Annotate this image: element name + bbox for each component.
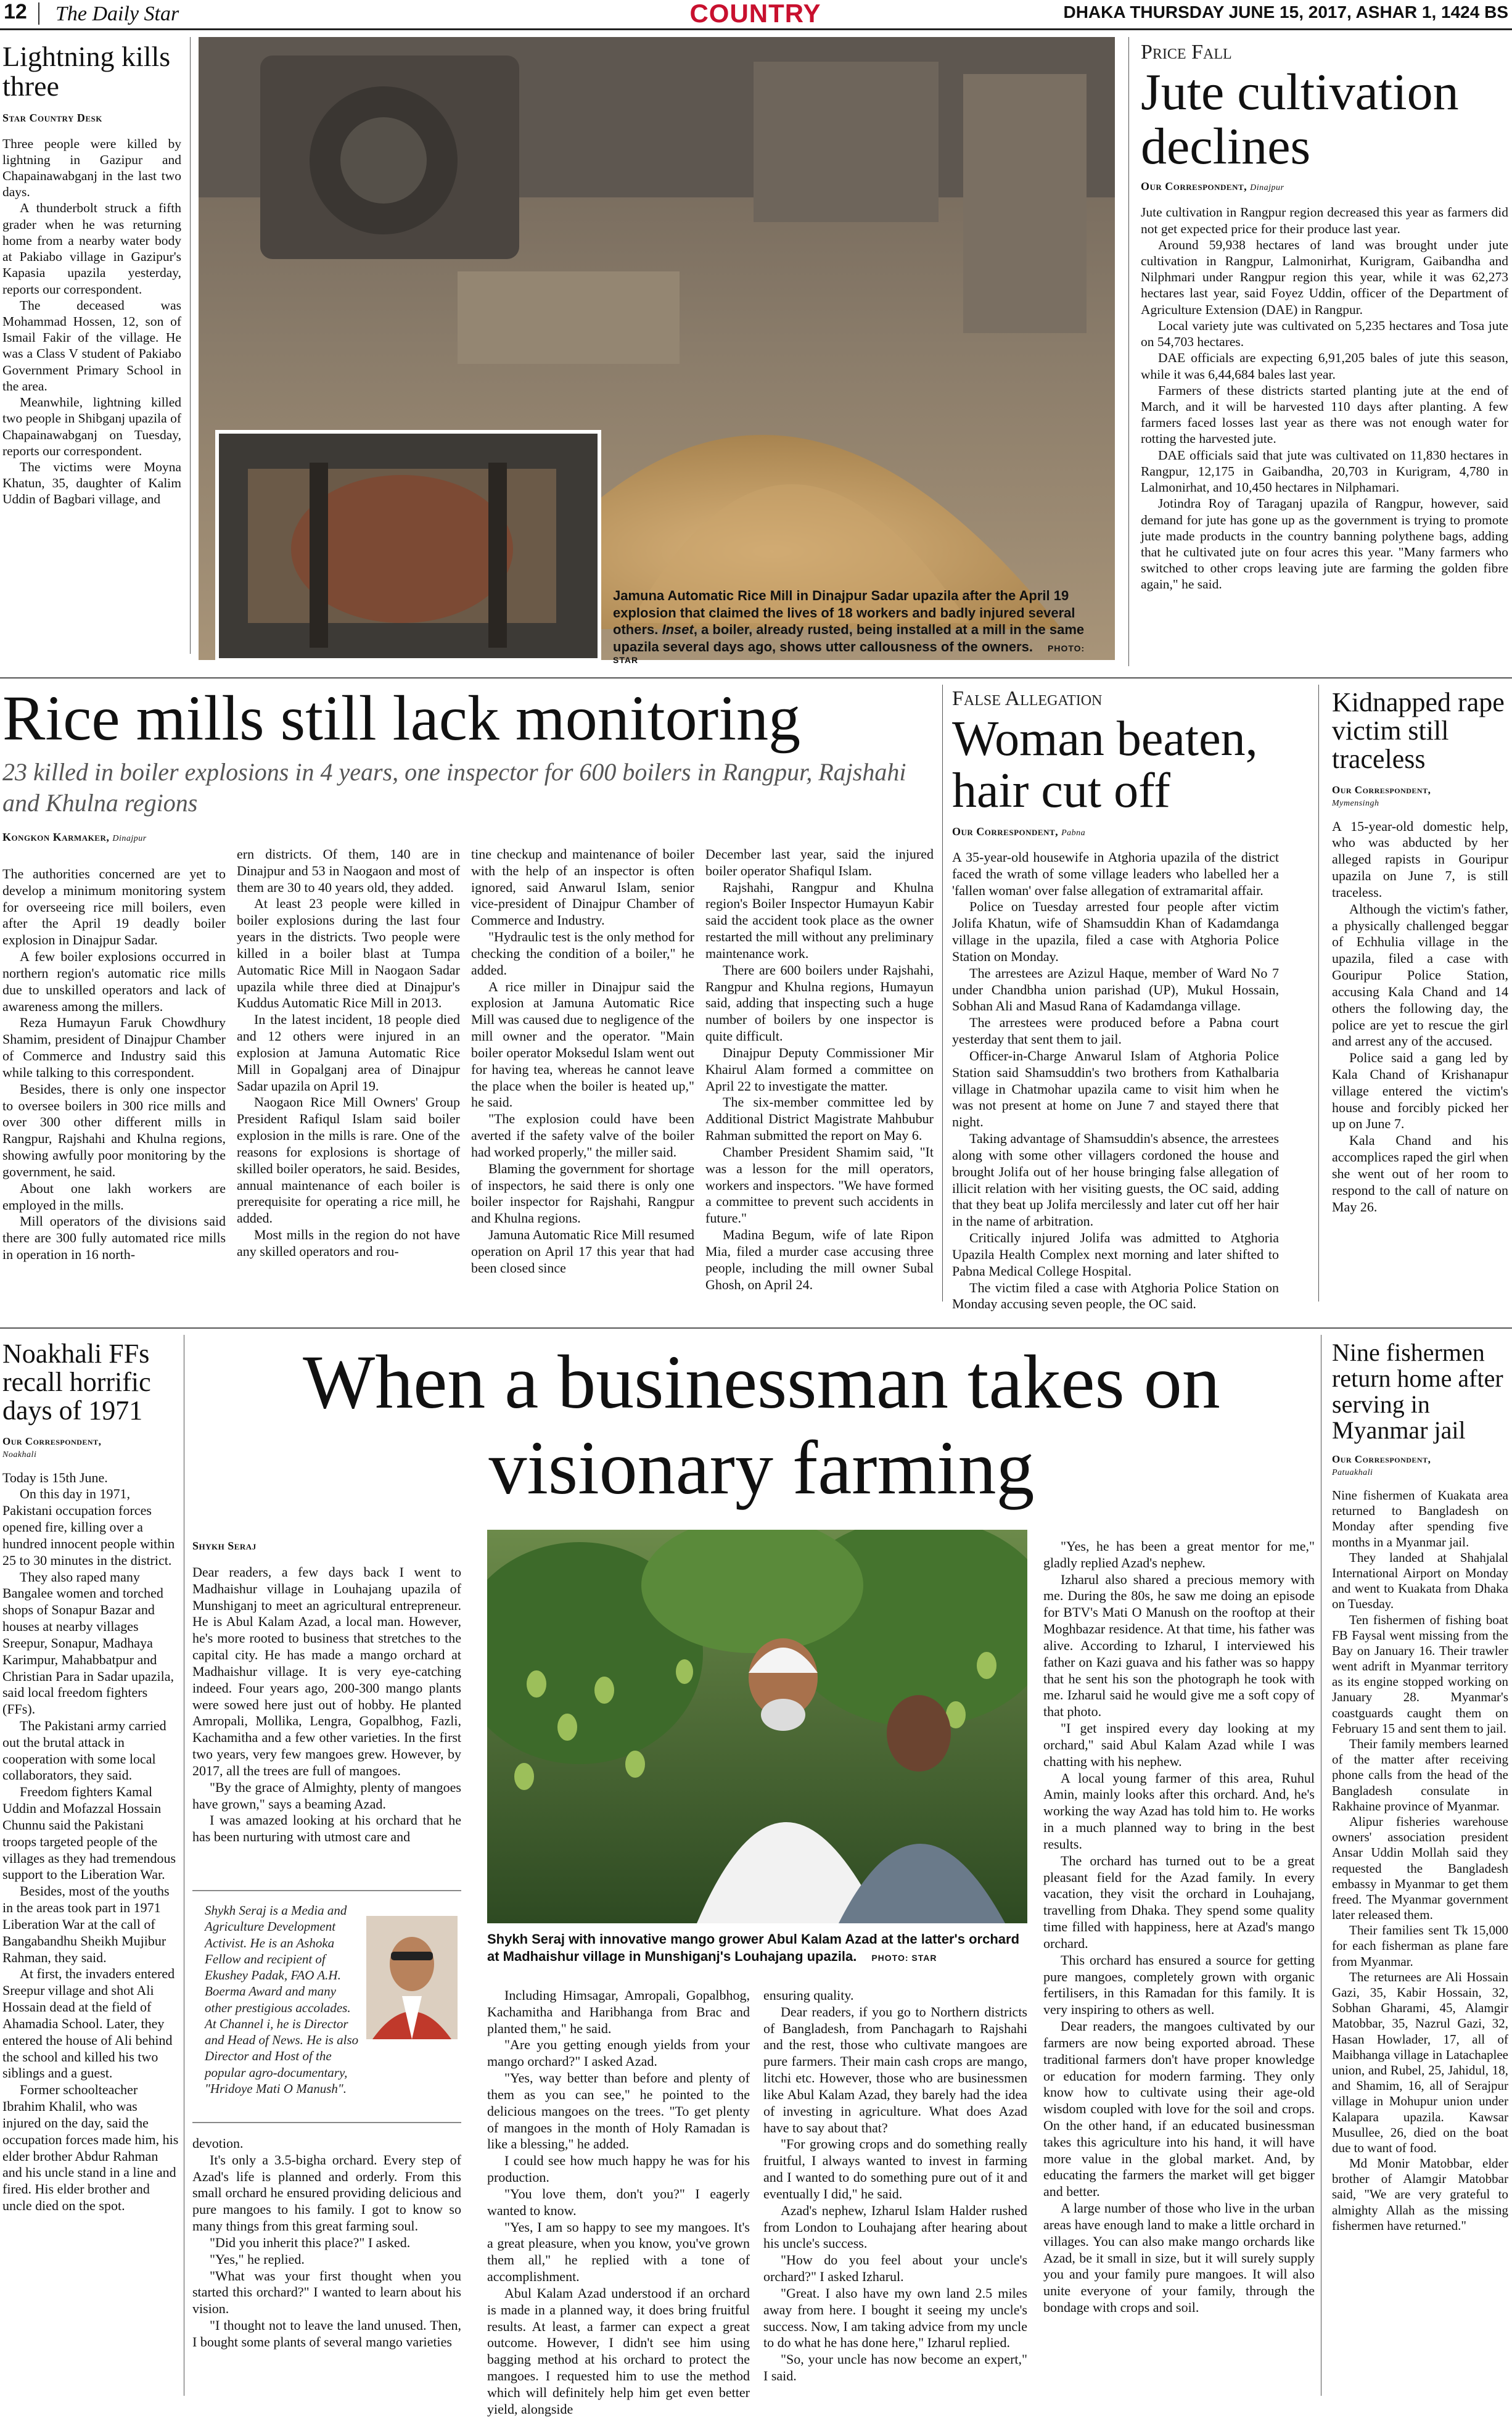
article-headline: Nine fishermen return home after serving in Myanmar jail — [1332, 1339, 1503, 1444]
rice-column-2 — [237, 846, 460, 1260]
article-byline — [2, 1435, 179, 1460]
mango-orchard-photo — [487, 1530, 1027, 1923]
paragraph: Jute cultivation in Rangpur region decreased this year as farmers did not get expected price for their produce last year. — [1141, 205, 1508, 236]
feature-column-1 — [192, 1564, 461, 1846]
paragraph: There are 600 boilers under Rajshahi, Rangpur and Khulna regions, Humayun said, adding that inspecting such a huge number of boilers by one inspector is quite difficult. — [705, 962, 934, 1044]
byline-location: Dinajpur — [112, 834, 147, 844]
article-lightning — [2, 42, 181, 508]
paragraph: A 15-year-old domestic help, who was abducted by her alleged rapists in Gouripur upazila on June 7, is still traceless. — [1332, 818, 1508, 900]
rice-mill-image — [199, 37, 1115, 660]
paragraph: Dinajpur Deputy Commissioner Mir Khairul Alam formed a committee on April 22 to investigate the matter. — [705, 1044, 934, 1094]
mango-orchard-image — [487, 1530, 1027, 1923]
paragraph: Blaming the government for shortage of inspectors, he said there is only one boiler inspector for Rajshahi, Rangpur and Khulna regions. — [471, 1160, 694, 1226]
paragraph: Rajshahi, Rangpur and Khulna region's Boiler Inspector Humayun Kabir said the accident took place as the owner restarted the mill without any preliminary maintenance work. — [705, 879, 934, 961]
paragraph: Police on Tuesday arrested four people after victim Jolifa Khatun, wife of Shamsuddin Khan of Kadamdanga village in the upazila, filed a case with Atghoria Police Station on Monday. — [952, 899, 1279, 964]
byline-location: Mymensingh — [1332, 798, 1379, 808]
paragraph: The six-member committee led by Additional District Magistrate Mahbubur Rahman submitted the report on May 6. — [705, 1094, 934, 1144]
paragraph: "I thought not to leave the land unused. Then, I bought some plants of several mango varieties — [192, 2317, 461, 2350]
column-rule — [190, 37, 191, 654]
paragraph: A rice miller in Dinajpur said the explosion at Jamuna Automatic Rice Mill was caused due to negligence of the mill owner and the operator. "Main boiler operator Moksedul Islam went out for having tea, whereas he cannot leave the place when the boiler is heated up," he said. — [471, 978, 694, 1110]
bio-rule — [192, 2122, 461, 2123]
section-title: COUNTRY — [689, 0, 821, 28]
paragraph: It's only a 3.5-bigha orchard. Every step of Azad's life is planned and orderly. From this small orchard he ensured providing delicious and pure mangoes to his family. I got to know so many things from this great farming soul. — [192, 2152, 461, 2234]
article-jute — [1141, 41, 1508, 593]
article-rice-mills — [2, 685, 935, 844]
paragraph: Former schoolteacher Ibrahim Khalil, who was injured on the day, said the occupation forces made him, his elder brother Abdur Rahman and his uncle stand in a line and fired. His elder brother and uncle died on the spot. — [2, 2082, 179, 2213]
article-headline: Woman beaten, hair cut off — [952, 712, 1258, 818]
paragraph: Azad's nephew, Izharul Islam Halder rushed from London to Louhajang after hearing about his uncle's success. — [763, 2202, 1027, 2251]
paragraph: "Yes, way better than before and plenty of them as you can see," he pointed to the delicious mangoes on the trees. "To get plenty of mangoes in the month of Holy Ramadan is like a blessing," he added. — [487, 2070, 750, 2152]
article-body — [1332, 819, 1508, 1216]
paragraph: The Pakistani army carried out the brutal attack in cooperation with some local collaborators, they said. — [2, 1717, 166, 1783]
paragraph: "So, your uncle has now become an expert," I said. — [763, 2351, 1027, 2384]
paragraph: Three people were killed by lightning in Gazipur and Chapainawabganj in the last two days. — [2, 136, 181, 200]
rice-mill-photo — [199, 37, 1115, 660]
paragraph: "How do you feel about your uncle's orchard?" I asked Izharul. — [763, 2252, 1027, 2285]
paragraph: A large number of those who live in the urban areas have enough land to make a little orchard in villages. You can also make mango orchards like Azad, be it small in size, but it will surely supply you and your family pure mangoes. It will also unite everyone of your family, through the bondage with crops and soil. — [1043, 2200, 1315, 2316]
paragraph: The deceased was Mohammad Hossen, 12, son of Ismail Fakir of the village. He was a Class V student of Pakiabo Government Primary School in the area. — [2, 297, 181, 394]
paragraph: The arrestees were produced before a Pabna court yesterday that sent them to jail. — [952, 1015, 1279, 1047]
paragraph: Farmers of these districts started planting jute at the end of March, and it will be harvested 110 days after planting. A few farmers faced losses last year as there was not enough water for rotting the harvested jute. — [1141, 382, 1508, 447]
section-rule — [0, 677, 1512, 679]
byline-name: Our Correspondent, — [1332, 783, 1431, 796]
paragraph: A 35-year-old housewife in Atghoria upazila of the district faced the wrath of some village leaders who labelled her a 'fallen woman' over false allegation of extramarital affair. — [952, 849, 1279, 898]
column-rule — [1318, 685, 1319, 1302]
paragraph: Their family members learned of the matter after receiving phone calls from the head of the Bangladesh consulate in Rakhaine province of Myanmar. — [1332, 1736, 1508, 1814]
paragraph: Critically injured Jolifa was admitted to Atghoria Upazila Health Complex next morning and later shifted to Pabna Medical College Hospital. — [952, 1230, 1279, 1279]
rice-column-1 — [2, 866, 226, 1263]
article-headline: Jute cultivation declines — [1141, 64, 1459, 176]
article-headline: Lightning kills three — [2, 41, 171, 102]
paragraph: December last year, said the injured boiler operator Shafiqul Islam. — [705, 846, 934, 878]
paragraph: "Yes, he has been a great mentor for me," gladly replied Azad's nephew. — [1043, 1538, 1315, 1570]
paragraph: "Did you inherit this place?" I asked. — [210, 2234, 411, 2250]
feature-column-2 — [487, 1987, 750, 2418]
photo-credit: PHOTO: STAR — [871, 1952, 937, 1963]
author-bio-box — [192, 1890, 461, 2124]
dateline: DHAKA THURSDAY JUNE 15, 2017, ASHAR 1, 1424 BS — [1063, 2, 1508, 22]
byline-name: Kongkon Karmaker, — [2, 831, 110, 844]
paragraph: Reza Humayun Faruk Chowdhury Shamim, president of Dinajpur Chamber of Commerce and Industry said this while talking to this correspondent. — [2, 1015, 226, 1080]
paragraph: Mill operators of the divisions said there are 300 fully automated rice mills in operation in 16 north- — [2, 1213, 226, 1263]
article-noakhali — [2, 1340, 179, 2214]
masthead-bar — [0, 0, 1512, 30]
paragraph: I could see how much happy he was for his production. — [487, 2153, 750, 2185]
feature-photo-caption — [487, 1931, 1027, 1965]
paragraph: Naogaon Rice Mill Owners' Group President Rafiqul Islam said boiler explosion in the mills is rare. One of the reasons for explosions is shortage of skilled boiler operators, he said. Besides, annual maintenance of each boiler is prerequisite for operating a rice mill, he added. — [237, 1094, 460, 1226]
article-kidnapped — [1332, 688, 1508, 1215]
article-headline: Kidnapped rape victim still traceless — [1332, 687, 1505, 775]
feature-column-4 — [1043, 1538, 1315, 2316]
paragraph: Dear readers, a few days back I went to Madhaishur village in Louhajang upazila of Munshiganj to meet an agricultural entrepreneur. He is Abul Kalam Azad, a local man. However, he's more rooted to business that stretches to the capital city. He has made a mango orchard at Madhaishur village. It is very eye-catching indeed. Four years ago, 200-300 mango plants were sowed here just out of hobby. He planted Amropali, Mollika, Lengra, Gopalbhog, Fazli, Kachamitha and a few other varieties. In the first two years, very few mangoes grew. However, by 2017, all the trees are full of mangoes. — [192, 1564, 461, 1778]
paragraph: "Yes, I am so happy to see my mangoes. It's a great pleasure, when you know, you've grown them all," he replied with a tone of accomplishment. — [487, 2219, 750, 2285]
paragraph: "You love them, don't you?" I eagerly wanted to know. — [487, 2185, 750, 2218]
feature-column-1-bottom — [192, 2135, 461, 2351]
paragraph: Abul Kalam Azad understood if an orchard is made in a planned way, it does bring fruitful results. At least, a farmer can expect a great outcome. However, I didn't see him using bagging method at his orchard to protect the mangoes. I requested him to use the method which will definitely help him get even better yield, alongside — [487, 2285, 750, 2417]
column-rule — [1128, 37, 1129, 666]
author-portrait — [366, 1916, 458, 2039]
newspaper-logo: The Daily Star — [55, 2, 179, 25]
rice-column-4 — [705, 846, 934, 1293]
article-body — [2, 136, 181, 508]
paragraph: Dear readers, if you go to Northern districts of Bangladesh, from Panchagarh to Rajshahi and the rest, those who cultivate mangoes are pure farmers. Their main cash crops are mango, litchi etc. However, those who are businessmen like Abul Kalam Azad, they barely had the idea of investing in agriculture. What does Azad have to say about that? — [763, 2003, 1027, 2135]
byline-name: Our Correspondent, — [2, 1435, 102, 1447]
byline-location: Noakhali — [2, 1450, 37, 1459]
article-byline: Star Country Desk — [2, 111, 102, 124]
paragraph: A few boiler explosions occurred in northern region's automatic rice mills due to unskilled operators and lack of awareness among the millers. — [2, 949, 226, 1014]
article-byline — [952, 825, 1279, 838]
paragraph: DAE officials said that jute was cultivated on 11,830 hectares in Rangpur, 12,175 in Gaibandha, 20,703 in Kurigram, 4,780 in Lalmonirhat, and 10,450 hectares in Nilphamari. — [1141, 447, 1508, 495]
paragraph: The returnees are Ali Hossain Gazi, 35, Kabir Hossain, 32, Sobhan Gharami, 45, Alamgir Matobbar, 35, Nazrul Gazi, 32, Hasan Howlader, 17, all of Maibhanga village in Latachaplee union, and Rubel, 25, Jahidul, 18, and Shamim, 16, all of Serajpur village in Mohupur union under Kalapara upazila. Kawsar Musullee, 26, died on the boat due to want of food. — [1332, 1969, 1508, 2155]
paragraph: Kala Chand and his accomplices raped the girl when she went out of her room to respond to the call of nature on May 26. — [1332, 1133, 1508, 1215]
paragraph: This orchard has ensured a source for getting pure mangoes, completely grown with organic fertilisers, in this Ramadan for this family. It is very inspiring to others as well. — [1043, 1952, 1315, 2018]
paragraph: Besides, most of the youths in the areas took part in 1971 Liberation War at the call of Bangabandhu Sheikh Mujibur Rahman, they said. — [2, 1883, 170, 1965]
paragraph: tine checkup and maintenance of boiler with the help of an inspector is often ignored, said Anwarul Islam, senior vice-president of Dinajpur Chamber of Commerce and Industry. — [471, 846, 694, 928]
paragraph: Dear readers, the mangoes cultivated by our farmers are now being exported abroad. These traditional farmers don't have proper knowledge or education for modern farming. They only know how to cultivate using their age-old wisdom coupled with love for the soil and crops. On the other hand, if an educated businessman takes this agriculture into his hand, it will have more value in the global market. And, by educating the farmers the market will get bigger and better. — [1043, 2018, 1315, 2200]
feature-byline: Shykh Seraj — [192, 1540, 257, 1552]
author-portrait-image — [366, 1916, 458, 2039]
byline-name: Our Correspondent, — [952, 825, 1059, 838]
article-body — [2, 1470, 179, 2214]
paragraph: devotion. — [192, 2135, 244, 2151]
caption-text: Shykh Seraj with innovative mango grower Abul Kalam Azad at the latter's orchard at Madhaishur village in Munshiganj's Louhajang upazila. — [487, 1931, 1020, 1964]
article-body — [1332, 1488, 1508, 2234]
feature-headline: When a businessman takes on visionary farming — [303, 1340, 1220, 1510]
article-byline — [1332, 1453, 1508, 1478]
paragraph: On this day in 1971, Pakistani occupation forces opened fire, killing over a hundred innocent people within 25 to 30 minutes in the district. — [2, 1486, 175, 1568]
page-number: 12 — [4, 0, 27, 23]
article-deck: 23 killed in boiler explosions in 4 years, one inspector for 600 boilers in Rangpur, Rajshahi and Khulna regions — [2, 758, 906, 817]
paragraph: ern districts. Of them, 140 are in Dinajpur and 53 in Naogaon and most of them are 30 to 40 years old, they added. — [237, 846, 460, 895]
paragraph: Md Monir Matobbar, elder brother of Alamgir Matobbar said, "We are very grateful to almighty Allah as the missing fishermen have returned." — [1332, 2156, 1508, 2233]
photo-credit: PHOTO: STAR — [613, 643, 1085, 665]
paragraph: A local young farmer of this area, Ruhul Amin, mainly looks after this orchard. And, he's working the way Azad has told him to. He works in a much planned way to bring in the best results. — [1043, 1770, 1315, 1852]
paragraph: Most mills in the region do not have any skilled operators and rou- — [237, 1227, 460, 1259]
paragraph: The victims were Moyna Khatun, 35, daughter of Kalim Uddin of Bagbari village, and — [2, 459, 181, 507]
paragraph: ensuring quality. — [763, 1987, 854, 2003]
article-headline: Rice mills still lack monitoring — [2, 683, 801, 754]
paragraph: A thunderbolt struck a fifth grader when he was returning home from a nearby water body at Pakiabo village in Gazipur's Kapasia upazila yesterday, reports our correspondent. — [2, 200, 181, 297]
paragraph: They also raped many Bangalee women and torched shops of Sonapur Bazar and houses at nearby villages Sreepur, Sonapur, Madhaya Karimpur, Mahabbatpur and Christian Para in Sadar upazila, said local freedom fighters (FFs). — [2, 1569, 174, 1717]
paragraph: The authorities concerned are yet to develop a minimum monitoring system for overseeing rice mill boilers, even after the April 19 deadly boiler explosion in Dinajpur Sadar. — [2, 866, 226, 948]
paragraph: The arrestees are Azizul Haque, member of Ward No 7 under Chandbha union parishad (UP), Mukul Hossain, Sobhan Ali and Masud Rana of Kadamdanga village. — [952, 965, 1279, 1014]
article-body — [1141, 204, 1508, 592]
paragraph: They landed at Shahjalal International Airport on Monday and went to Kuakata from Dhaka on Tuesday. — [1332, 1549, 1508, 1612]
paragraph: I was amazed looking at his orchard that he has been nurturing with utmost care and — [192, 1812, 461, 1845]
paragraph: Madina Begum, wife of late Ripon Mia, filed a murder case accusing three people, including the mill owner Subal Ghosh, on April 24. — [705, 1227, 934, 1292]
paragraph: Although the victim's father, a physically challenged beggar of Echhulia village in the upazila, filed a case with Gouripur Police Station, accusing Kala Chand and 14 others the following day, the police are yet to rescue the girl and arrest any of the accused. — [1332, 901, 1508, 1049]
byline-location: Dinajpur — [1250, 183, 1284, 193]
author-bio: Shykh Seraj is a Media and Agriculture Development Activist. He is an Ashoka Fellow and recipient of Ekushey Padak, FAO A.H. Boerma Award and many other prestigious accolades. At Channel i, he is Director and Head of News. He is also Director and Host of the popular agro-documentary, "Hridoye Mati O Manush". — [205, 1903, 359, 2096]
paragraph: At least 23 people were killed in boiler explosions during the last four years in the districts. Two people were killed in a boiler blast at Tumpa Automatic Rice Mill in Naogaon Sadar upazila while three died at Dinajpur's Kuddus Automatic Rice Mill in 2013. — [237, 896, 460, 1011]
paragraph: Meanwhile, lightning killed two people in Shibganj upazila of Chapainawabganj on Tuesday, reports our correspondent. — [2, 395, 181, 458]
paragraph: "Are you getting enough yields from your mango orchard?" I asked Azad. — [487, 2037, 750, 2069]
paragraph: About one lakh workers are employed in the mills. — [2, 1180, 226, 1213]
paragraph: "I get inspired every day looking at my orchard," said Abul Kalam Azad while I was chatting with his nephew. — [1043, 1720, 1315, 1769]
byline-location: Patuakhali — [1332, 1468, 1373, 1477]
paragraph: "Great. I also have my own land 2.5 miles away from here. I bought it seeing my uncle's success. Now, I am taking advice from my uncle to do what he has done here," Izharul replied. — [763, 2285, 1027, 2351]
paragraph: Local variety jute was cultivated on 5,235 hectares and Tosa jute on 54,703 hectares. — [1141, 318, 1508, 350]
paragraph: Chamber President Shamim said, "It was a lesson for the mill operators, workers and inspectors. "We have formed a committee to prevent such accidents in future." — [705, 1144, 934, 1226]
article-byline — [2, 831, 935, 844]
paragraph: In the latest incident, 18 people died and 12 others were injured in an explosion at Jamuna Automatic Rice Mill in Gopalganj area of Dinajpur Sadar upazila on April 19. — [237, 1012, 460, 1094]
feature-column-3 — [763, 1987, 1027, 2385]
article-byline — [1141, 180, 1508, 193]
paragraph: The victim filed a case with Atghoria Police Station on Monday accusing seven people, the OC said. — [952, 1279, 1279, 1312]
byline-name: Our Correspondent, — [1332, 1453, 1431, 1465]
paragraph: Their families sent Tk 15,000 for each fisherman as plane fare from Myanmar. — [1332, 1923, 1508, 1969]
paragraph: Ten fishermen of fishing boat FB Faysal went missing from the Bay on January 16. Their trawler went adrift in Myanmar territory as its engine stopped working on January 28. Myanmar's coastguards caught them on February 15 and sent them to jail. — [1332, 1612, 1508, 1736]
paragraph: Around 59,938 hectares of land was brought under jute cultivation in Rangpur, Lalmonirhat, Kurigram, Gaibandha and Nilphmari under Rangpur region this year, while it was 62,273 hectares last year, said Foyez Uddin, officer of the Department of Agriculture Extension (DAE) in Rangpur. — [1141, 237, 1508, 317]
article-byline — [1332, 784, 1508, 809]
paragraph: Including Himsagar, Amropali, Gopalbhog, Kachamitha and Haribhanga from Brac and planted them," he said. — [487, 1987, 750, 2036]
caption-text: Jamuna Automatic Rice Mill in Dinajpur Sadar upazila after the April 19 explosion that claimed the lives of 18 workers and badly injured several others. — [613, 588, 1075, 637]
byline-location: Pabna — [1061, 828, 1086, 838]
paragraph: "What was your first thought when you started this orchard?" I wanted to learn about his vision. — [192, 2267, 461, 2317]
paragraph: Officer-in-Charge Anwarul Islam of Atghoria Police Station said Shamsuddin's two brothers from Kathalbaria village in Chatmohar upazila came to visit him when he was not present at home on June 7 and stayed there that night. — [952, 1047, 1279, 1130]
paragraph: Today is 15th June. — [2, 1469, 108, 1485]
paragraph: Jotindra Roy of Taraganj upazila of Rangpur, however, said demand for jute has gone up as the government is trying to promote jute made products in the country banning polythene bags, adding that he cultivated jute on four acres this year. "Many farmers who switched to other crops leaving jute are farming the golden fibre again," he said. — [1141, 496, 1508, 592]
paragraph: The orchard has turned out to be a great pleasant field for the Azad family. In every vacation, they visit the orchard in Louhajang, travelling from Dhaka. They spend some quality time filled with happiness, here at Azad's mango orchard. — [1043, 1852, 1315, 1951]
rice-column-3 — [471, 846, 694, 1277]
column-rule — [942, 685, 943, 1302]
caption-text-rest: , a boiler, already rusted, being installed at a mill in the same upazila several days ago, shows utter callousness of the owners. — [613, 622, 1085, 654]
paragraph: Alipur fisheries warehouse owners' association president Ansar Uddin Mollah said they requested the Bangladesh embassy in Myanmar to get them freed. The Myanmar government later released them. — [1332, 1814, 1508, 1923]
photo-caption — [613, 587, 1111, 666]
paragraph: Freedom fighters Kamal Uddin and Mofazzal Hossain Chunnu said the Pakistani troops targeted people of the villages as they had tremendous support to the Liberation War. — [2, 1784, 176, 1883]
article-headline: Noakhali FFs recall horrific days of 1971 — [2, 1339, 151, 1426]
paragraph: "The explosion could have been averted if the safety valve of the boiler had worked properly," the miller said. — [471, 1111, 694, 1160]
caption-inset: Inset — [662, 622, 694, 637]
bio-rule — [192, 1890, 461, 1891]
paragraph: Nine fishermen of Kuakata area returned to Bangladesh on Monday after spending five months in a Myanmar jail. — [1332, 1488, 1508, 1549]
paragraph: "Yes," he replied. — [210, 2251, 305, 2267]
byline-name: Our Correspondent, — [1141, 180, 1247, 193]
paragraph: Taking advantage of Shamsuddin's absence, the arrestees along with some other villagers cordoned the house and brought Jolifa out of her house bringing false allegation of illicit relation with her visiting guests, the OC said, adding that they beat up Jolifa mercilessly and later cut off her hair in the name of arbitration. — [952, 1131, 1279, 1229]
paragraph: "By the grace of Almighty, plenty of mangoes have grown," says a beaming Azad. — [192, 1779, 461, 1812]
article-woman-beaten — [952, 687, 1279, 1313]
section-rule — [0, 1327, 1512, 1329]
article-kicker: Price Fall — [1141, 41, 1232, 64]
paragraph: "Hydraulic test is the only method for checking the condition of a boiler," he added. — [471, 929, 694, 978]
paragraph: "For growing crops and do something really fruitful, I always wanted to invest in farming and I wanted to do something pure out of it and eventually I did," he said. — [763, 2136, 1027, 2201]
paragraph: Police said a gang led by Kala Chand of Krishanapur village entered the victim's house and forcibly picked her up on June 7. — [1332, 1050, 1508, 1132]
paragraph: Jamuna Automatic Rice Mill resumed operation on April 17 this year that had been closed since — [471, 1227, 694, 1276]
article-kicker: False Allegation — [952, 687, 1103, 710]
paragraph: Izharul also shared a precious memory with me. During the 80s, he saw me doing an episode for BTV's Mati O Manush on the rooftop at their Moghbazar residence. At that time, his father was alive. According to Izharul, I interviewed his father on Kazi guava and his father was so happy that he sent his son the photograph he took with me. Izharul said he would give me a soft copy of that photo. — [1043, 1571, 1315, 1720]
masthead-divider — [38, 2, 39, 25]
paragraph: DAE officials are expecting 6,91,205 bales of jute this season, while it was 6,44,684 bales last year. — [1141, 350, 1508, 382]
paragraph: Besides, there is only one inspector to oversee boilers in 300 rice mills and over 300 other different mills in Rangpur, Rajshahi and Khulna regions, showing awfully poor monitoring by the government, he said. — [2, 1081, 226, 1179]
paragraph: At first, the invaders entered Sreepur village and shot Ali Hossain dead at the field of Ahamadia School. Later, they entered the house of Ali behind the school and killed his two siblings and a guest. — [2, 1966, 175, 2081]
article-body — [952, 849, 1279, 1313]
article-fishermen — [1332, 1340, 1508, 2234]
